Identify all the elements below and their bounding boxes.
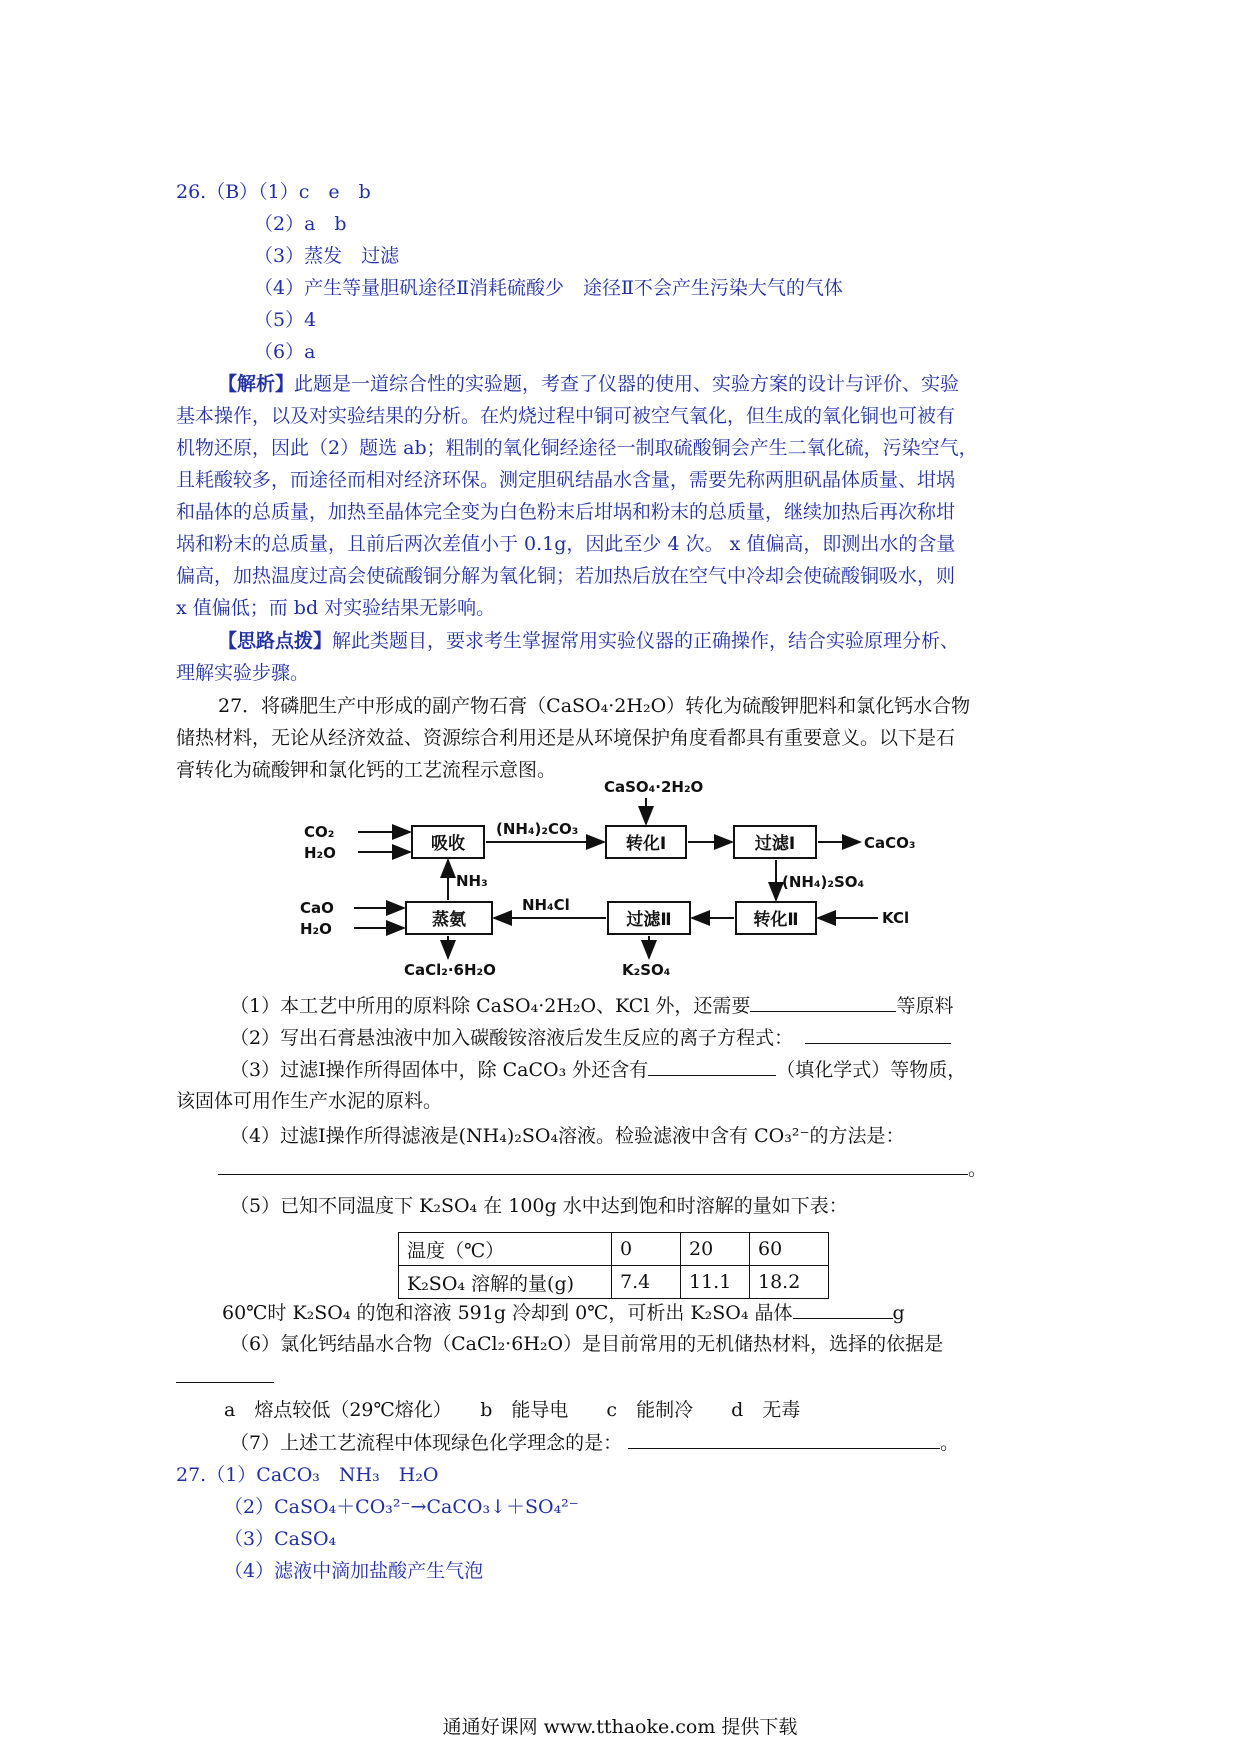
answer-blank-3[interactable] (648, 1055, 776, 1076)
q26-answer-5: （5）4 (254, 309, 317, 331)
label-nh3: NH₃ (456, 872, 488, 890)
analysis-tag: 【解析】 (218, 373, 295, 395)
box-steam-ammonia-label: 蒸氨 (432, 910, 466, 930)
solubility-table (398, 1232, 829, 1299)
table-cell: 11.1 (681, 1266, 750, 1299)
q26-answer-4: （4）产生等量胆矾途径Ⅱ消耗硫酸少 途径Ⅱ不会产生污染大气的气体 (254, 277, 843, 299)
q26-answer-6: （6）a (254, 341, 316, 363)
label-nh42so4: (NH₄)₂SO₄ (782, 873, 865, 891)
q27-sub-6-options: a 熔点较低（29℃熔化） b 能导电 c 能制冷 d 无毒 (224, 1399, 801, 1421)
q27-intro-line-2: 储热材料，无论从经济效益、资源综合利用还是从环境保护角度看都具有重要意义。以下是石 (176, 727, 956, 749)
q26-analysis-line-1: 【解析】此题是一道综合性的实验题，考查了仪器的使用、实验方案的设计与评价、实验 (218, 373, 960, 395)
label-caco3: CaCO₃ (864, 834, 916, 852)
label-nh42co3: (NH₄)₂CO₃ (496, 820, 579, 838)
box-filter-1-label: 过滤Ⅰ (754, 834, 796, 854)
q27-answer-3: （3）CaSO₄ (224, 1528, 337, 1550)
table-cell: 18.2 (750, 1266, 829, 1299)
table-cell: 60 (750, 1233, 829, 1266)
table-cell: 20 (681, 1233, 750, 1266)
answer-blank-7[interactable] (628, 1428, 940, 1449)
label-h2o-1: H₂O (304, 844, 336, 862)
table-row (399, 1266, 829, 1299)
q27-answer-1: 27.（1）CaCO₃ NH₃ H₂O (176, 1464, 439, 1486)
table-cell: 7.4 (612, 1266, 681, 1299)
q27-sub-5b: 60℃时 K₂SO₄ 的饱和溶液 591g 冷却到 0℃，可析出 K₂SO₄ 晶体 g (222, 1298, 905, 1327)
q27-sub-1: （1）本工艺中所用的原料除 CaSO₄·2H₂O、KCl 外，还需要 等原料 (230, 991, 953, 1020)
q26-analysis-line-7: 偏高，加热温度过高会使硫酸铜分解为氧化铜；若加热后放在空气中冷却会使硫酸铜吸水，则 (176, 565, 956, 587)
q26-answer-2: （2）a b (254, 213, 347, 235)
box-convert-1-label: 转化Ⅰ (625, 834, 667, 854)
q27-sub-4: （4）过滤Ⅰ操作所得滤液是(NH₄)₂SO₄溶液。检验滤液中含有 CO₃²⁻的方法是： (230, 1125, 905, 1147)
label-cacl2: CaCl₂·6H₂O (404, 961, 496, 979)
q27-sub-3: （3）过滤Ⅰ操作所得固体中，除 CaCO₃ 外还含有 （填化学式）等物质， (230, 1055, 966, 1084)
q26-tip-line-2: 理解实验步骤。 (176, 662, 310, 684)
q27-sub-6: （6）氯化钙结晶水合物（CaCl₂·6H₂O）是目前常用的无机储热材料，选择的依据是 (230, 1333, 944, 1355)
table-cell: 温度（℃） (399, 1233, 612, 1266)
q26-answer-3: （3）蒸发 过滤 (254, 245, 400, 267)
table-cell: K₂SO₄ 溶解的量(g) (399, 1266, 612, 1299)
answer-blank-2[interactable] (805, 1023, 951, 1044)
q27-sub-4-blank-line: 。 (218, 1154, 987, 1183)
tip-tag: 【思路点拨】 (218, 630, 333, 652)
box-convert-2-label: 转化Ⅱ (753, 910, 799, 930)
table-row (399, 1233, 829, 1266)
page-footer: 通通好课网 www.tthaoke.com 提供下载 (442, 1716, 798, 1738)
q27-sub-3-cont: 该固体可用作生产水泥的原料。 (176, 1090, 443, 1112)
q26-analysis-line-3: 机物还原，因此（2）题选 ab；粗制的氧化铜经途径一制取硫酸铜会产生二氧化硫，污染空气， (176, 437, 978, 459)
answer-blank-5[interactable] (793, 1298, 893, 1319)
label-cao: CaO (300, 899, 334, 917)
label-k2so4: K₂SO₄ (622, 961, 671, 979)
q27-sub-7: （7）上述工艺流程中体现绿色化学理念的是： 。 (230, 1428, 959, 1457)
box-absorb-label: 吸收 (431, 834, 465, 854)
q27-intro-line-1: 27．将磷肥生产中形成的副产物石膏（CaSO₄·2H₂O）转化为硫酸钾肥料和氯化钙水合物 (218, 695, 971, 717)
q26-analysis-line-5: 和晶体的总质量，加热至晶体完全变为白色粉末后坩埚和粉末的总质量，继续加热后再次称坩 (176, 501, 956, 523)
q27-answer-4: （4）滤液中滴加盐酸产生气泡 (224, 1560, 484, 1582)
process-flow-diagram (300, 770, 940, 980)
q27-intro-line-3: 膏转化为硫酸钾和氯化钙的工艺流程示意图。 (176, 759, 557, 781)
q26-analysis-line-2: 基本操作，以及对实验结果的分析。在灼烧过程中铜可被空气氧化，但生成的氧化铜也可被有 (176, 405, 956, 427)
q26-answer-1: 26.（B）（1）c e b (176, 181, 371, 203)
q27-answer-2: （2）CaSO₄＋CO₃²⁻→CaCO₃↓＋SO₄²⁻ (224, 1496, 579, 1518)
table-cell: 0 (612, 1233, 681, 1266)
q27-sub-5: （5）已知不同温度下 K₂SO₄ 在 100g 水中达到饱和时溶解的量如下表： (230, 1195, 848, 1217)
answer-blank-1[interactable] (750, 991, 896, 1012)
q27-sub-6-blank-line (176, 1362, 274, 1391)
q27-sub-2: （2）写出石膏悬浊液中加入碳酸铵溶液后发生反应的离子方程式： (230, 1023, 951, 1052)
box-filter-2-label: 过滤Ⅱ (626, 910, 672, 930)
answer-blank-6[interactable] (176, 1362, 274, 1383)
q26-tip-line-1: 【思路点拨】解此类题目，要求考生掌握常用实验仪器的正确操作，结合实验原理分析、 (218, 630, 960, 652)
label-nh4cl: NH₄Cl (522, 896, 570, 914)
q26-analysis-line-8: x 值偏低；而 bd 对实验结果无影响。 (176, 597, 496, 619)
label-co2: CO₂ (304, 823, 335, 841)
answer-blank-4[interactable] (218, 1154, 968, 1175)
label-kcl: KCl (882, 909, 910, 927)
label-caso4: CaSO₄·2H₂O (604, 778, 704, 796)
q26-analysis-line-4: 且耗酸较多，而途径而相对经济环保。测定胆矾结晶水含量，需要先称两胆矾晶体质量、坩埚 (176, 469, 956, 491)
label-h2o-2: H₂O (300, 920, 332, 938)
q26-analysis-line-6: 埚和粉末的总质量，且前后两次差值小于 0.1g，因此至少 4 次。 x 值偏高，即测出水的含量 (176, 533, 956, 555)
